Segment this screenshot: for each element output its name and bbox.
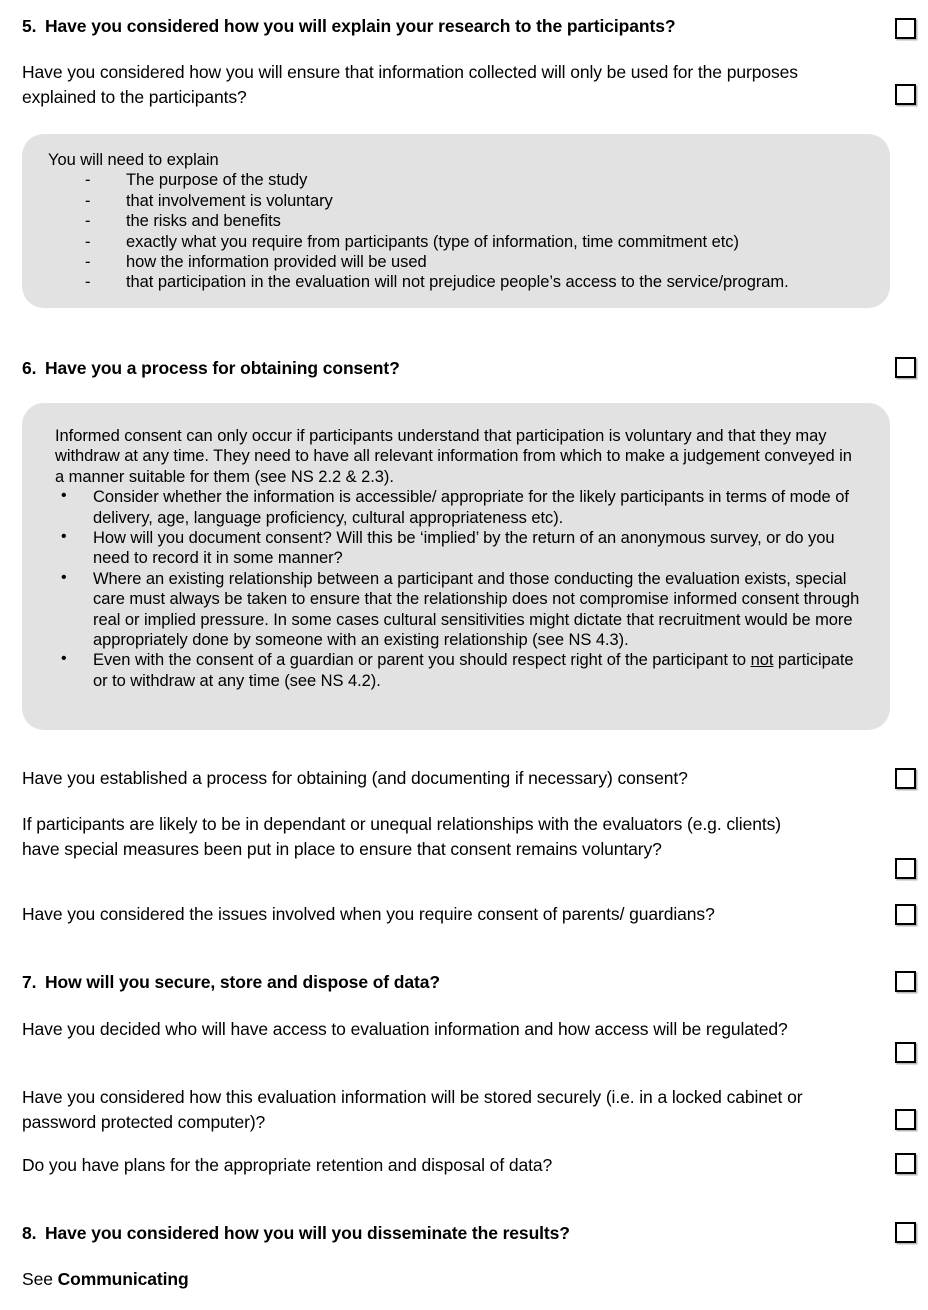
checkbox-question-6-followup-3[interactable] <box>895 904 916 925</box>
list-item-text: How will you document consent? Will this be ‘implied’ by the return of an anonymous survey, or do you need to record it in some manner? <box>93 529 835 568</box>
emphasis-not: not <box>750 651 774 670</box>
list-item <box>48 272 868 292</box>
bullet-marker: • <box>61 528 67 546</box>
question-6-followup-2: If participants are likely to be in dependant or unequal relationships with the evaluators (e.g. clients) have special measures been put in place to ensure that consent remains voluntary? <box>22 814 781 859</box>
list-item-text: Even with the consent of a guardian or parent you should respect right of the participant to not participate or to withdraw at any time (see NS 4.2). <box>93 651 854 690</box>
dash-marker: - <box>85 273 91 292</box>
guidance-panel-consent-content <box>55 426 860 691</box>
question-8-number: 8. <box>22 1223 37 1243</box>
checkbox-question-6-followup-1[interactable] <box>895 768 916 789</box>
question-6-heading <box>22 356 852 381</box>
checkbox-question-7[interactable] <box>895 971 916 992</box>
checkbox-question-7-followup-1[interactable] <box>895 1042 916 1063</box>
list-item <box>48 252 868 272</box>
guidance-panel-explain-content <box>48 150 868 293</box>
list-item <box>55 569 860 651</box>
question-5-heading <box>22 14 852 39</box>
list-item <box>48 211 868 231</box>
list-item <box>55 528 860 569</box>
list-item-text: exactly what you require from participants (type of information, time commitment etc) <box>126 232 739 251</box>
question-8-footer <box>22 1267 522 1292</box>
list-item-text: The purpose of the study <box>126 171 308 190</box>
bullet-marker: • <box>61 487 67 505</box>
question-7-heading-text: How will you secure, store and dispose of data? <box>45 972 440 992</box>
guidance-panel-consent-list <box>55 487 860 691</box>
bullet-marker: • <box>61 650 67 668</box>
list-item-text: Consider whether the information is accessible/ appropriate for the likely participants in terms of mode of delivery, age, language proficiency, cultural appropriateness etc). <box>93 488 849 527</box>
list-item-text: that involvement is voluntary <box>126 191 333 210</box>
list-item <box>48 170 868 190</box>
list-item-text: Where an existing relationship between a participant and those conducting the evaluation exists, special care must always be taken to ensure that the relationship does not compromise informed consent through real or implied pressure. In some cases cultural sensitivities might dictate that recruitment would be more appropriately done by someone with an existing relationship (see NS 4.3). <box>93 569 860 650</box>
dash-marker: - <box>85 191 91 210</box>
checkbox-question-7-followup-2[interactable] <box>895 1109 916 1130</box>
list-item-text: that participation in the evaluation will not prejudice people’s access to the service/program. <box>126 273 789 292</box>
list-item <box>48 191 868 211</box>
list-item <box>55 487 860 528</box>
dash-marker: - <box>85 171 91 190</box>
guidance-panel-consent-lead: Informed consent can only occur if participants understand that participation is voluntary and that they may withdraw at any time. They need to have all relevant information from which to make a judgement conveyed in a manner suitable for them (see NS 2.2 & 2.3). <box>55 427 852 486</box>
question-6-followup-3: Have you considered the issues involved when you require consent of parents/ guardians? <box>22 904 715 924</box>
question-5-heading-text: Have you considered how you will explain your research to the participants? <box>45 16 676 36</box>
checkbox-question-8[interactable] <box>895 1222 916 1243</box>
question-5-followup-1: Have you considered how you will ensure that information collected will only be used for the purposes explained to the participants? <box>22 62 798 107</box>
checkbox-question-7-followup-3[interactable] <box>895 1153 916 1174</box>
bullet-marker: • <box>61 568 67 586</box>
list-item <box>55 650 860 691</box>
question-8-footer-prefix: See <box>22 1269 58 1289</box>
checkbox-question-6-followup-2[interactable] <box>895 858 916 879</box>
guidance-panel-explain-list <box>48 170 868 292</box>
question-8-heading-text: Have you considered how you will you disseminate the results? <box>45 1223 570 1243</box>
question-7-heading <box>22 970 852 995</box>
question-8-footer-link: Communicating <box>57 1269 189 1289</box>
list-item <box>48 232 868 252</box>
question-6-number: 6. <box>22 358 37 378</box>
question-7-followup-3: Do you have plans for the appropriate retention and disposal of data? <box>22 1155 553 1175</box>
list-item-text: the risks and benefits <box>126 212 281 231</box>
dash-marker: - <box>85 212 91 231</box>
question-6-followup-1: Have you established a process for obtaining (and documenting if necessary) consent? <box>22 768 688 788</box>
guidance-panel-explain-lead: You will need to explain <box>48 151 219 169</box>
dash-marker: - <box>85 232 91 251</box>
checkbox-question-6[interactable] <box>895 357 916 378</box>
question-6-heading-text: Have you a process for obtaining consent? <box>45 358 400 378</box>
question-5-number: 5. <box>22 16 37 36</box>
checkbox-question-5[interactable] <box>895 18 916 39</box>
checkbox-question-5-followup-1[interactable] <box>895 84 916 105</box>
dash-marker: - <box>85 253 91 272</box>
question-8-heading <box>22 1221 852 1246</box>
question-7-number: 7. <box>22 972 37 992</box>
question-7-followup-2: Have you considered how this evaluation information will be stored securely (i.e. in a locked cabinet or password protected computer)? <box>22 1087 803 1132</box>
question-7-followup-1: Have you decided who will have access to evaluation information and how access will be regulated? <box>22 1019 788 1039</box>
list-item-text: how the information provided will be used <box>126 253 427 272</box>
